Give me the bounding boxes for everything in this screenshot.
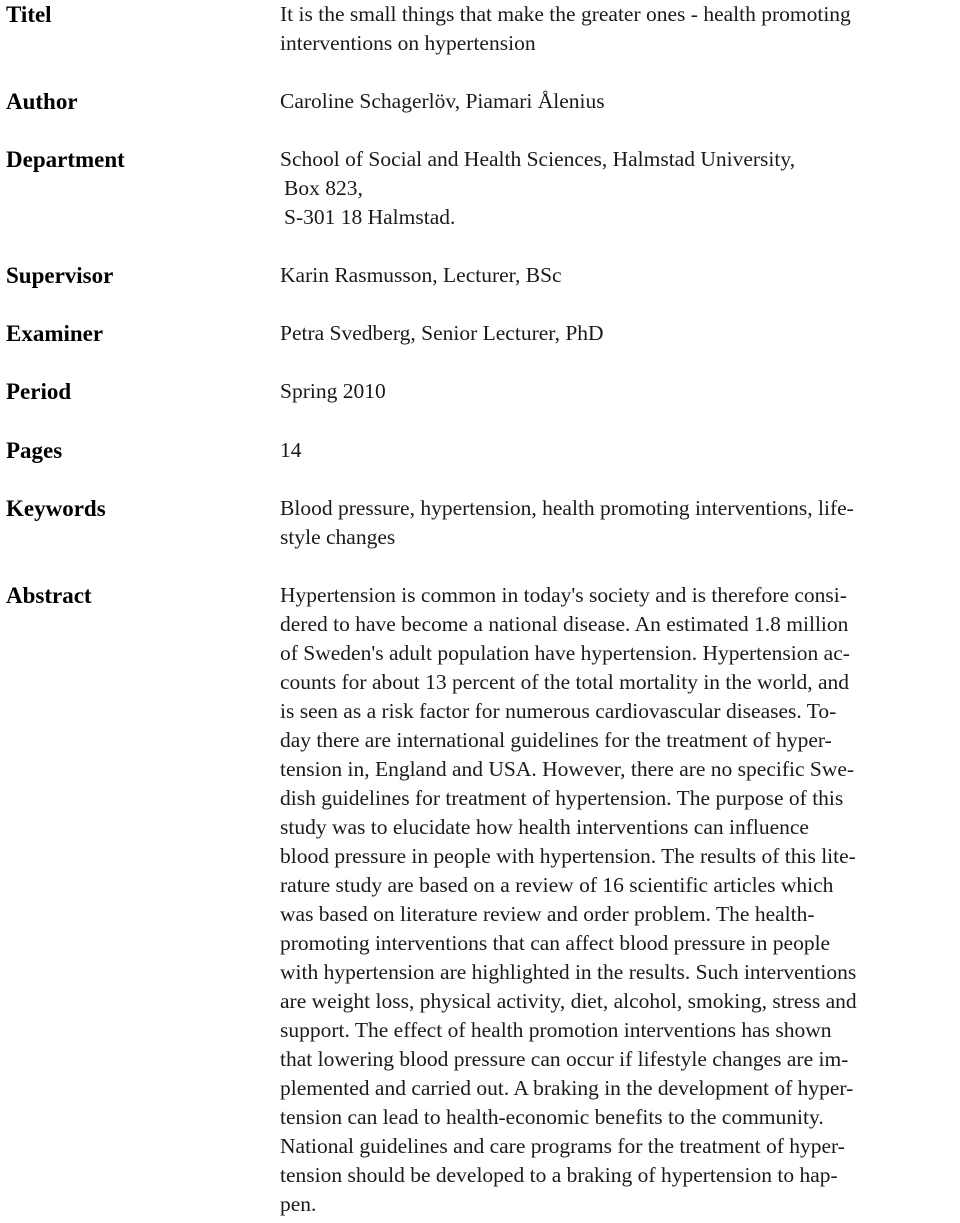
abstract-line: dered to have become a national disease. An estimated 1.8 million [280,612,849,636]
abstract-line: rature study are based on a review of 16 scientific articles which [280,873,834,897]
abstract-line: tension can lead to health-economic benefits to the community. [280,1105,824,1129]
abstract-line: counts for about 13 percent of the total mortality in the world, and [280,670,850,694]
title-value [280,0,960,58]
abstract-line: tension should be developed to a braking of hypertension to hap- [280,1163,838,1187]
abstract-line: plemented and carried out. A braking in the development of hyper- [280,1076,854,1100]
abstract-line: with hypertension are highlighted in the results. Such interventions [280,960,857,984]
department-line: Box 823, [284,176,363,200]
department-label: Department [6,147,125,172]
abstract-line: are weight loss, physical activity, diet, alcohol, smoking, stress and [280,989,857,1013]
examiner-value: Petra Svedberg, Senior Lecturer, PhD [280,321,604,345]
author-label: Author [6,89,78,114]
keywords-line: Blood pressure, hypertension, health promoting interventions, life- [280,496,854,520]
abstract-line: blood pressure in people with hypertension. The results of this lite- [280,844,856,868]
abstract-line: National guidelines and care programs for the treatment of hyper- [280,1134,845,1158]
department-line: S-301 18 Halmstad. [284,205,456,229]
pages-value: 14 [280,438,302,462]
title-label: Titel [6,2,52,27]
abstract-line: promoting interventions that can affect blood pressure in people [280,931,831,955]
abstract-line: Hypertension is common in today's society and is therefore consi- [280,583,847,607]
abstract-line: day there are international guidelines for the treatment of hyper- [280,728,832,752]
author-value: Caroline Schagerlöv, Piamari Ålenius [280,89,605,113]
period-value: Spring 2010 [280,379,386,403]
abstract-line: is seen as a risk factor for numerous cardiovascular diseases. To- [280,699,837,723]
pages-label: Pages [6,438,63,463]
abstract-line: dish guidelines for treatment of hypertension. The purpose of this [280,786,844,810]
keywords-label: Keywords [6,496,106,521]
keywords-line: style changes [280,525,396,549]
abstract-line: that lowering blood pressure can occur if lifestyle changes are im- [280,1047,849,1071]
title-line: interventions on hypertension [280,31,536,55]
abstract-line: tension in, England and USA. However, there are no specific Swe- [280,757,855,781]
keywords-value [280,494,960,552]
abstract-line: pen. [280,1192,317,1216]
department-line: School of Social and Health Sciences, Halmstad University, [280,147,796,171]
abstract-line: of Sweden's adult population have hypertension. Hypertension ac- [280,641,850,665]
abstract-label: Abstract [6,583,92,608]
abstract-line: study was to elucidate how health interventions can influence [280,815,809,839]
examiner-label: Examiner [6,321,104,346]
supervisor-value: Karin Rasmusson, Lecturer, BSc [280,263,562,287]
abstract-line: support. The effect of health promotion interventions has shown [280,1018,832,1042]
department-value [280,145,960,232]
supervisor-label: Supervisor [6,263,114,288]
period-label: Period [6,379,72,404]
title-line: It is the small things that make the greater ones - health promoting [280,2,851,26]
abstract-line: was based on literature review and order problem. The health- [280,902,815,926]
abstract-body [280,581,960,1219]
